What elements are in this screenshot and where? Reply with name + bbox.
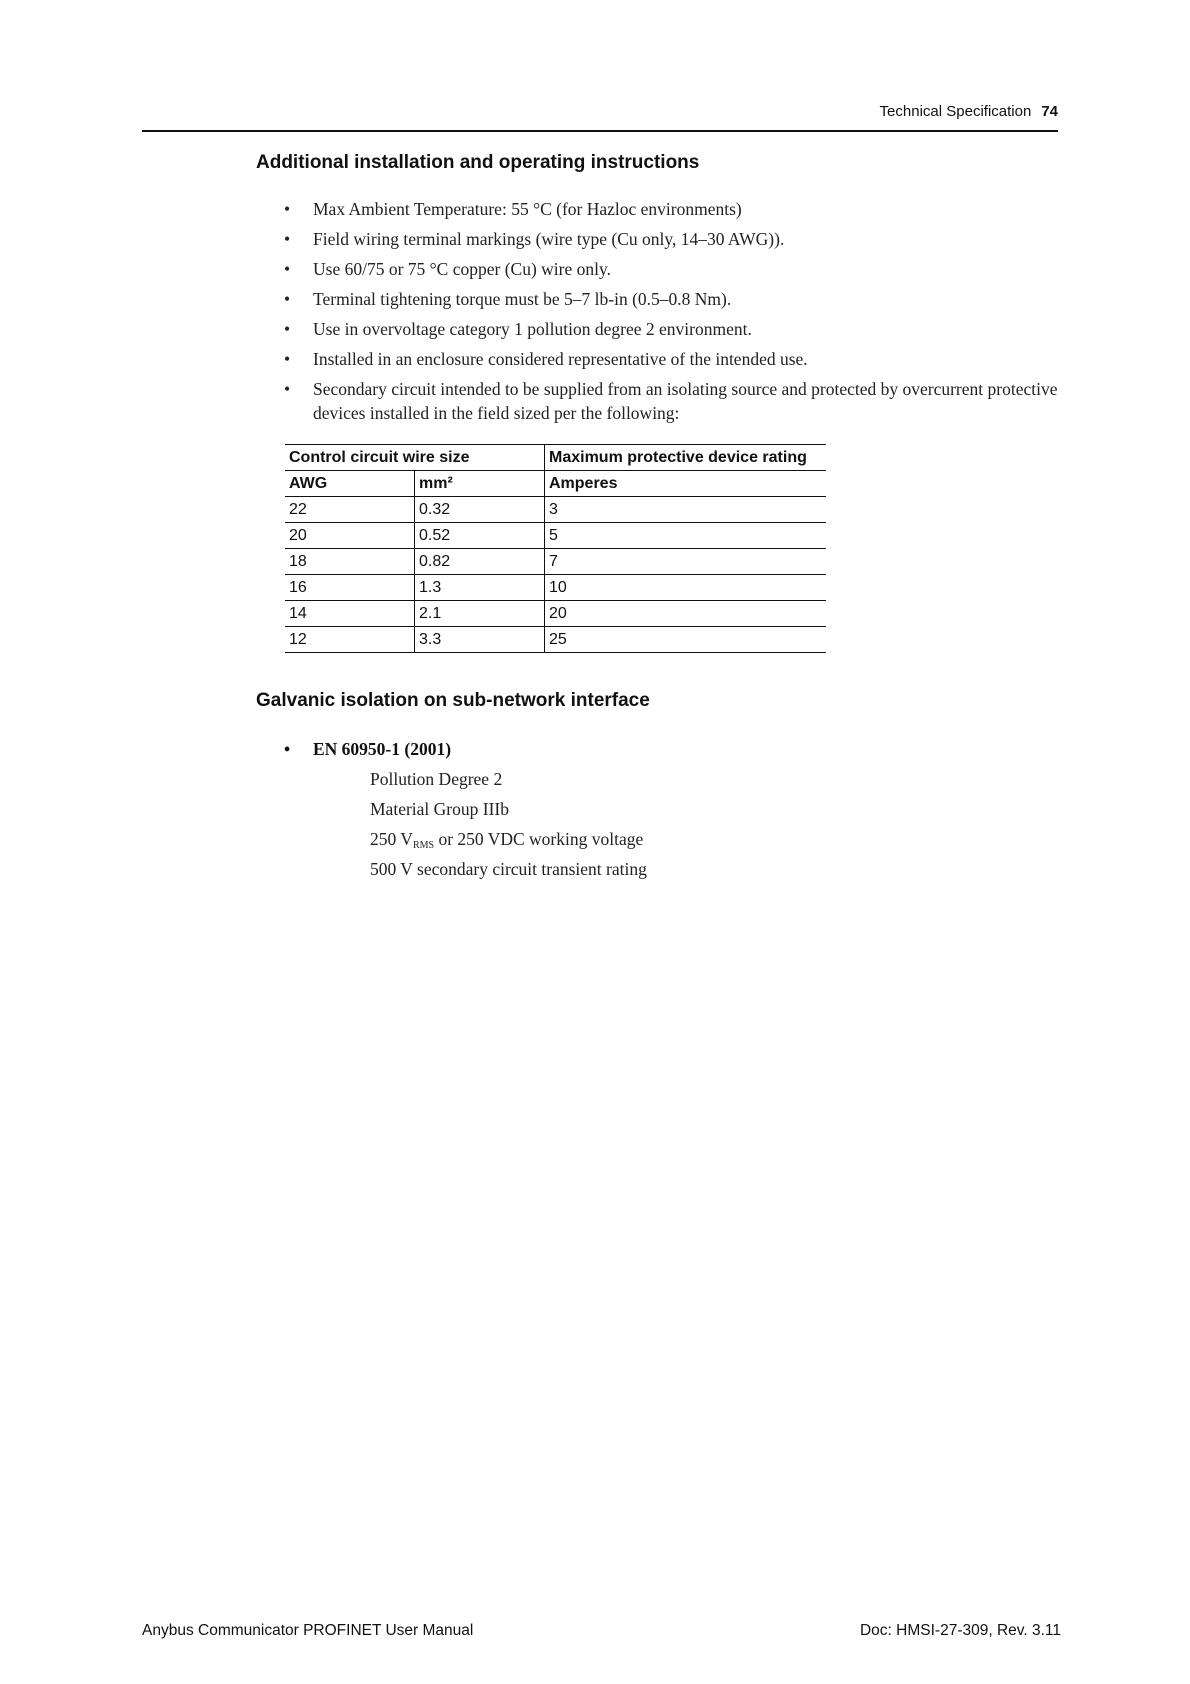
header-title: Technical Specification	[879, 103, 1032, 120]
installation-bullet-list	[282, 197, 1072, 431]
column-header-mm2: mm²	[415, 471, 545, 497]
column-header-awg: AWG	[285, 471, 415, 497]
standard-name: • EN 60950-1 (2001)	[282, 737, 647, 761]
cell-awg: 12	[285, 627, 415, 653]
list-item: • Use 60/75 or 75 °C copper (Cu) wire only.	[282, 257, 1072, 281]
working-voltage	[370, 827, 647, 851]
cell-mm2: 2.1	[415, 601, 545, 627]
voltage-suffix: or 250 VDC working voltage	[434, 829, 644, 849]
footer-doc-id: Doc: HMSI-27-309, Rev. 3.11	[859, 1622, 1061, 1639]
page-header	[142, 0, 1058, 132]
footer-manual-title: Anybus Communicator PROFINET User Manual	[142, 1622, 474, 1639]
cell-mm2: 0.82	[415, 549, 545, 575]
table-row	[285, 627, 826, 653]
cell-mm2: 0.32	[415, 497, 545, 523]
column-header-amperes: Amperes	[545, 471, 827, 497]
group-header-device-rating: Maximum protective device rating	[545, 445, 827, 471]
cell-amperes: 3	[545, 497, 827, 523]
table-row	[285, 497, 826, 523]
list-item: • Terminal tightening torque must be 5–7 lb-in (0.5–0.8 Nm).	[282, 287, 1072, 311]
cell-amperes: 25	[545, 627, 827, 653]
list-item: • Installed in an enclosure considered representative of the intended use.	[282, 347, 1072, 371]
pollution-degree: Pollution Degree 2	[370, 769, 503, 789]
cell-amperes: 5	[545, 523, 827, 549]
section-heading-galvanic-isolation: Galvanic isolation on sub-network interface	[256, 690, 650, 711]
list-item: • Secondary circuit intended to be supplied from an isolating source and protected by overcurrent protective devices installed in the field sized per the following:	[282, 377, 1072, 425]
table-row	[285, 601, 826, 627]
cell-amperes: 7	[545, 549, 827, 575]
cell-mm2: 1.3	[415, 575, 545, 601]
cell-awg: 18	[285, 549, 415, 575]
material-group: Material Group IIIb	[370, 799, 509, 819]
isolation-list	[282, 737, 647, 887]
table-row	[285, 523, 826, 549]
page-number: 74	[1041, 103, 1058, 120]
list-item: • Max Ambient Temperature: 55 °C (for Hazloc environments)	[282, 197, 1072, 221]
table-row	[285, 575, 826, 601]
cell-awg: 22	[285, 497, 415, 523]
table-row	[285, 549, 826, 575]
table-column-header-row	[285, 471, 826, 497]
list-item: • Use in overvoltage category 1 pollution degree 2 environment.	[282, 317, 1072, 341]
cell-awg: 14	[285, 601, 415, 627]
section-heading-installation: Additional installation and operating instructions	[256, 152, 700, 173]
list-item	[282, 737, 647, 881]
cell-awg: 20	[285, 523, 415, 549]
transient-rating: 500 V secondary circuit transient rating	[370, 859, 647, 879]
cell-mm2: 0.52	[415, 523, 545, 549]
cell-awg: 16	[285, 575, 415, 601]
group-header-wire-size: Control circuit wire size	[285, 445, 545, 471]
voltage-subscript: RMS	[412, 840, 435, 851]
isolation-details	[370, 767, 647, 881]
running-header	[880, 103, 1058, 120]
wire-size-table	[285, 444, 826, 653]
list-item: • Field wiring terminal markings (wire type (Cu only, 14–30 AWG)).	[282, 227, 1072, 251]
table-group-header-row	[285, 445, 826, 471]
cell-amperes: 20	[545, 601, 827, 627]
cell-amperes: 10	[545, 575, 827, 601]
cell-mm2: 3.3	[415, 627, 545, 653]
voltage-prefix: 250 V	[370, 829, 413, 849]
